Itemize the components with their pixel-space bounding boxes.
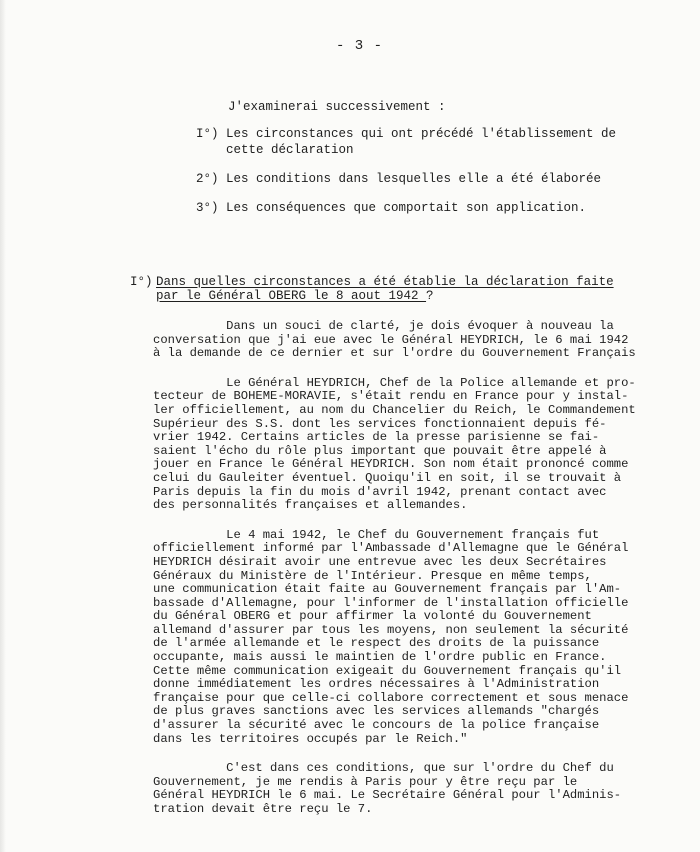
text-line: Le 4 mai 1942, le Chef du Gouvernement français fut (153, 528, 600, 542)
text-line: tecteur de BOHEME-MORAVIE, s'était rendu en France pour y instal- (153, 390, 629, 404)
text-line: ler officiellement, au nom du Chancelier du Reich, le Commandement (153, 403, 636, 417)
intro-line: J'examinerai successivement : (228, 100, 446, 114)
paragraph (153, 762, 683, 816)
list-text-line: cette déclaration (226, 143, 354, 157)
text-line: à la demande de ce dernier et sur l'ordre du Gouvernement Français (153, 347, 636, 361)
text-line: Dans un souci de clarté, je dois évoquer à nouveau la (153, 320, 614, 333)
text-line: Cette même communication exigeait du Gouvernement français qu'il (153, 664, 622, 678)
text-line: allemand d'assurer par tous les moyens, non seulement la sécurité (153, 623, 629, 637)
list-marker: I°) (196, 127, 219, 141)
text-line: tration devait être reçu le 7. (153, 803, 373, 816)
outline-list (196, 126, 676, 229)
text-line: saient l'écho du rôle plus important que pouvait être appelé à (153, 444, 607, 458)
page-edge-shadow (0, 0, 6, 852)
list-marker: 3°) (196, 201, 219, 215)
section-question-mark: ? (426, 289, 434, 303)
list-text-line: Les conséquences que comportait son application. (226, 201, 587, 215)
list-text-line: Les circonstances qui ont précédé l'établissement de (226, 127, 617, 141)
text-line: jouer en France le Général HEYDRICH. Son nom était prononcé comme (153, 458, 629, 472)
text-line: de plus graves sanctions avec les services allemands "chargés (153, 705, 600, 719)
text-line: Gouvernement, je me rendis à Paris pour y être reçu par le (153, 775, 578, 789)
section-heading (130, 275, 670, 303)
text-line: celui du Gauleiter éventuel. Quoiqu'il en soit, il se trouvait à (153, 471, 622, 485)
document-body (153, 320, 683, 833)
list-marker: 2°) (196, 172, 219, 186)
text-line: de l'armée allemande et le respect des droits de la puissance (153, 637, 600, 651)
text-line: Le Général HEYDRICH, Chef de la Police allemande et pro- (153, 376, 636, 390)
text-line: bassade d'Allemagne, pour l'informer de l'installation officielle (153, 596, 629, 610)
text-line: HEYDRICH désirait avoir une entrevue avec les deux Secrétaires (153, 555, 607, 569)
text-line: conversation que j'ai eue avec le Général HEYDRICH, le 6 mai 1942 (153, 333, 629, 347)
section-title-line-2: par le Général OBERG le 8 aout 1942 (156, 289, 427, 303)
section-title-line-1: Dans quelles circonstances a été établie la déclaration faite (156, 275, 614, 289)
section-heading-line (130, 289, 670, 303)
text-line: française pour que celle-ci collabore correctement et sous menace (153, 691, 629, 705)
text-line: Supérieur des S.S. dont les services fonctionnaient depuis fé- (153, 417, 607, 431)
page-number: - 3 - (336, 38, 384, 54)
text-line: d'assurer la sécurité avec le concours de la police française (153, 719, 600, 733)
section-heading-line (130, 275, 670, 289)
text-line: des personnalités françaises et allemandes. (153, 499, 468, 513)
text-line: Généraux du Ministère de l'Intérieur. Presque en même temps, (153, 569, 592, 583)
paragraph (153, 377, 683, 513)
list-item (196, 200, 676, 216)
text-line: Paris depuis la fin du mois d'avril 1942, prenant contact avec (153, 485, 607, 499)
section-marker: I°) (130, 275, 153, 289)
text-line: du Général OBERG et pour affirmer la volonté du Gouvernement (153, 610, 592, 624)
list-text (226, 200, 676, 216)
list-text (226, 171, 676, 187)
paragraph (153, 320, 683, 361)
text-line: dans les territoires occupés par le Reich." (153, 732, 468, 746)
list-text (226, 126, 676, 158)
text-line: occupante, mais aussi le maintien de l'ordre public en France. (153, 651, 607, 665)
text-line: vrier 1942. Certains articles de la presse parisienne se fai- (153, 431, 600, 445)
list-item (196, 171, 676, 187)
list-item (196, 126, 676, 158)
list-text-line: Les conditions dans lesquelles elle a été élaborée (226, 172, 602, 186)
paragraph (153, 529, 683, 747)
text-line: Général HEYDRICH le 6 mai. Le Secrétaire Général pour l'Adminis- (153, 789, 622, 803)
text-line: une communication était faite au Gouvernement français par l'Am- (153, 583, 622, 597)
text-line: donne immédiatement les ordres nécessaires à l'Administration (153, 678, 600, 692)
text-line: officiellement informé par l'Ambassade d'Allemagne que le Général (153, 542, 629, 556)
text-line: C'est dans ces conditions, que sur l'ordre du Chef du (153, 762, 614, 776)
